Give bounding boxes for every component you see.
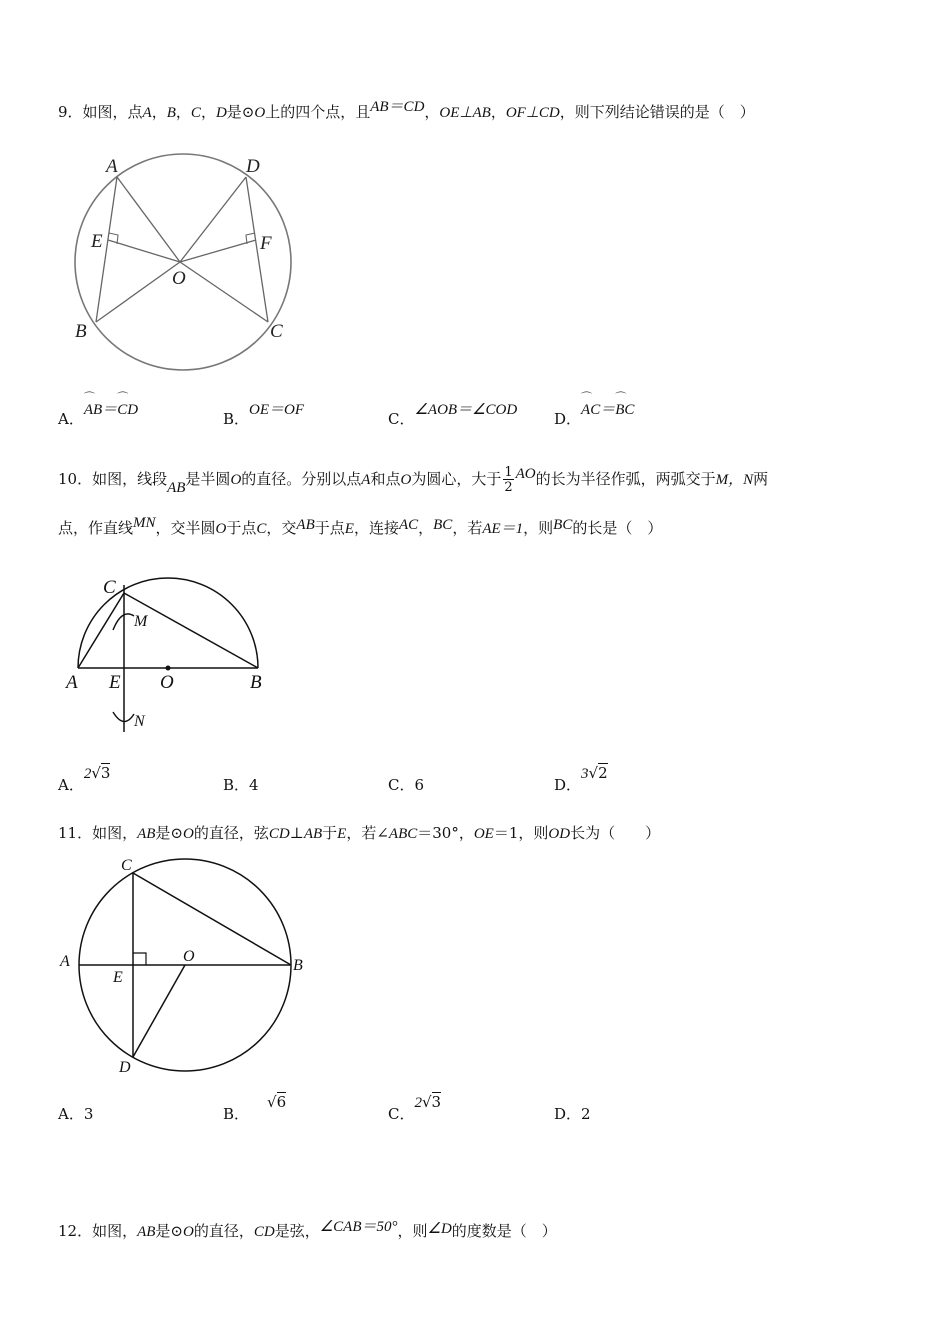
sqrt-symbol: √ <box>421 1093 432 1111</box>
sqrt-symbol: √ <box>588 764 599 782</box>
q9-given: AB＝CD <box>370 99 425 115</box>
q12-stem: 12．如图，AB是⊙O的直径，CD是弦，∠CAB＝50°，则∠D的度数是（ ） <box>58 1219 557 1240</box>
q11-label-o: O <box>183 948 195 965</box>
q11-label-a: A <box>60 953 70 970</box>
q10-label-m: M <box>134 613 148 630</box>
q9-label-a: A <box>106 156 118 177</box>
sqrt-symbol: √ <box>91 764 101 782</box>
q10-stem-line1: 10．如图，线段AB是半圆O的直径。分别以点A和点O为圆心，大于 $\frac{1}{2}$ AO的长为半径作弧，两弧交于M，N两 <box>58 465 769 496</box>
q9-stem: 9．如图，点A，B，C，D是⊙O上的四个点，且AB＝CD，OE⊥AB，OF⊥CD，则下列结论错误的是（ ） <box>58 99 755 121</box>
q11-option-c[interactable]: C．2√3 <box>388 1093 442 1123</box>
q9-label-f: F <box>260 233 272 254</box>
q10-label-n: N <box>134 713 145 730</box>
q9-label-o: O <box>172 268 186 289</box>
q10-option-c[interactable]: C．6 <box>388 776 425 794</box>
q11-label-e: E <box>113 969 123 986</box>
q10-label-e: E <box>109 672 121 693</box>
sqrt-symbol: √ <box>267 1093 277 1111</box>
q11-option-a[interactable]: A．3 <box>58 1105 94 1123</box>
q11-right-angle <box>133 953 146 965</box>
q10-label-c: C <box>103 577 116 598</box>
q11-seg-od <box>133 965 185 1057</box>
q9-option-c[interactable]: C．∠AOB＝∠COD <box>388 402 518 428</box>
q11-label-b: B <box>293 957 303 974</box>
q10-label-o: O <box>160 672 174 693</box>
q9-label-d: D <box>246 156 260 177</box>
q10-label-a: A <box>66 672 78 693</box>
q9-label-b: B <box>75 321 87 342</box>
q10-option-b[interactable]: B．4 <box>223 776 259 794</box>
q11-option-b[interactable]: B．√6 <box>223 1093 287 1123</box>
q11-option-d[interactable]: D．2 <box>554 1105 591 1123</box>
q10-fraction: $\frac{1}{2}$ <box>504 465 513 495</box>
q11-stem: 11．如图，AB是⊙O的直径，弦CD⊥AB于E，若∠ABC＝30°，OE＝1，则OD长为（ ） <box>58 824 661 842</box>
q9-label-e: E <box>91 231 103 252</box>
q11-label-d: D <box>119 1059 131 1076</box>
q9-option-d[interactable]: D．⌒ AC＝⌒ BC <box>554 402 634 423</box>
q11-seg-cb <box>133 873 291 965</box>
q10-option-d[interactable]: D．3√2 <box>554 764 608 794</box>
q9-option-a[interactable]: A．⌒ AB＝⌒ CD <box>58 402 138 423</box>
q11-label-c: C <box>121 857 132 874</box>
q9-label-c: C <box>270 321 283 342</box>
q10-label-b: B <box>250 672 262 693</box>
q10-option-a[interactable]: A．2√3 <box>58 764 111 794</box>
q10-stem-line2: 点，作直线MN，交半圆O于点C，交AB于点E，连接AC，BC，若AE＝1，则BC的长是（ ） <box>58 515 663 537</box>
q9-option-b[interactable]: B．OE＝OF <box>223 402 305 428</box>
